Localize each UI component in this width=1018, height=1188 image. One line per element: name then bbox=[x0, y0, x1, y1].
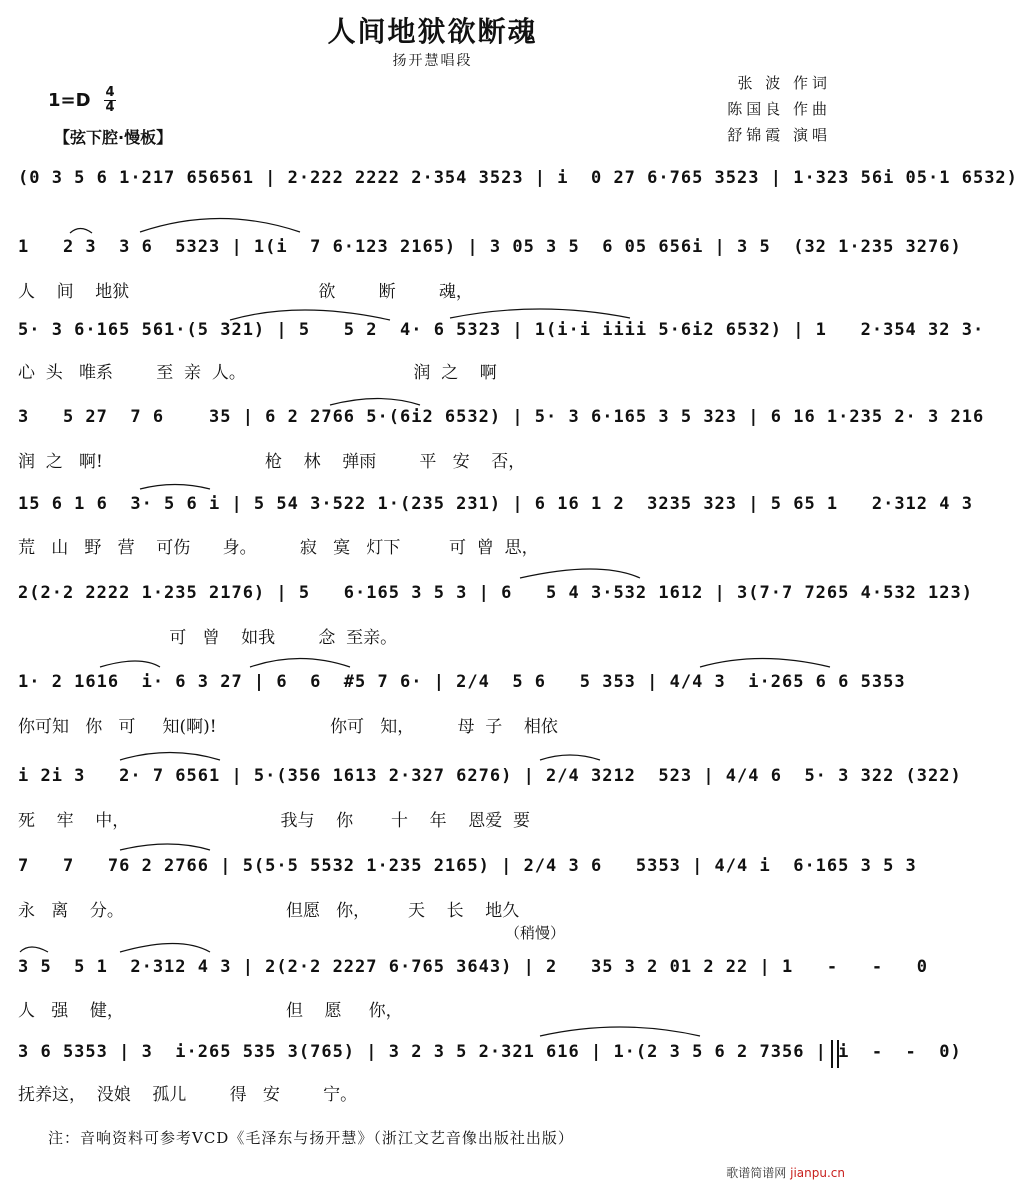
slur bbox=[330, 399, 420, 406]
slur bbox=[100, 661, 160, 667]
system-2-notes: 1 2 3 3 6 5323 | 1(i 7 6·123 2165) | 3 05 3 5 6 05 656i | 3 5 (32 1·235 3276) bbox=[18, 237, 962, 257]
credit-composer: 陈国良 作曲 bbox=[727, 100, 831, 118]
slur bbox=[250, 659, 350, 668]
system-5-notes: 15 6 1 6 3· 5 6 i | 5 54 3·522 1·(235 231) | 6 16 1 2 3235 323 | 5 65 1 2·312 4 3 bbox=[18, 494, 973, 514]
system-8-notes: i 2i 3 2· 7 6561 | 5·(356 1613 2·327 6276) | 2/4 3212 523 | 4/4 6 5· 3 322 (322) bbox=[18, 766, 962, 786]
watermark-url: jianpu.cn bbox=[790, 1166, 845, 1180]
meter-top: 4 bbox=[105, 85, 115, 100]
slur bbox=[520, 569, 640, 578]
system-9-lyrics: 永 离 分。 但愿 你， 天 长 地久 bbox=[18, 901, 520, 921]
meter-bottom: 4 bbox=[105, 100, 115, 115]
tempo-hint-slow: （稍慢） bbox=[505, 924, 566, 942]
system-11-notes: 3 6 5353 | 3 i·265 535 3(765) | 3 2 3 5 2·321 616 | 1·(2 3 5 6 2 7356 | i - - 0) bbox=[18, 1042, 962, 1062]
slur bbox=[120, 944, 210, 953]
credit-lyricist: 张 波 作词 bbox=[737, 74, 831, 92]
system-11-lyrics: 抚养这， 没娘 孤儿 得 安 宁。 bbox=[18, 1085, 358, 1105]
system-3-lyrics: 心 头 唯系 至 亲 人。 润 之 啊 bbox=[18, 363, 497, 383]
slur bbox=[230, 310, 390, 320]
system-9-notes: 7 7 76 2 2766 | 5(5·5 5532 1·235 2165) | 2/4 3 6 5353 | 4/4 i 6·165 3 5 3 bbox=[18, 856, 917, 876]
slur bbox=[540, 1027, 700, 1036]
system-4-lyrics: 润 之 啊! 枪 林 弹雨 平 安 否， bbox=[18, 452, 526, 472]
slur bbox=[20, 947, 48, 952]
system-5-lyrics: 荒 山 野 营 可伤 身。 寂 寞 灯下 可 曾 思， bbox=[18, 538, 539, 558]
watermark-site: 歌谱简谱网 bbox=[726, 1166, 787, 1180]
slur bbox=[700, 659, 830, 668]
system-10-lyrics: 人 强 健， 但 愿 你， bbox=[18, 1001, 403, 1021]
system-1-notes: (0 3 5 6 1·217 656561 | 2·222 2222 2·354 3523 | i 0 27 6·765 3523 | 1·323 56i 05·1 6532) bbox=[18, 168, 1018, 188]
slur bbox=[70, 229, 92, 234]
system-7-notes: 1· 2 1616 i· 6 3 27 | 6 6 #5 7 6· | 2/4 5 6 5 353 | 4/4 3 i·265 6 6 5353 bbox=[18, 672, 906, 692]
system-10-notes: 3 5 5 1 2·312 4 3 | 2(2·2 2227 6·765 3643) | 2 35 3 2 01 2 22 | 1 - - 0 bbox=[18, 957, 929, 977]
slur bbox=[450, 309, 630, 318]
slur bbox=[140, 219, 300, 233]
system-2-lyrics: 人 间 地狱 欲 断 魂， bbox=[18, 282, 473, 302]
song-title: 人间地狱欲断魂 bbox=[327, 15, 538, 48]
song-subtitle: 扬开慧唱段 bbox=[392, 53, 473, 69]
slur bbox=[140, 485, 210, 490]
slur bbox=[120, 753, 220, 761]
system-7-lyrics: 你可知 你 可 知(啊)! 你可 知， 母 子 相依 bbox=[18, 717, 558, 737]
tempo-marking: 【弦下腔·慢板】 bbox=[54, 128, 173, 147]
system-8-lyrics: 死 牢 中， 我与 你 十 年 恩爱 要 bbox=[18, 811, 531, 831]
system-6-notes: 2(2·2 2222 1·235 2176) | 5 6·165 3 5 3 | 6 5 4 3·532 1612 | 3(7·7 7265 4·532 123) bbox=[18, 583, 973, 603]
slur bbox=[120, 844, 210, 850]
footnote: 注：音响资料可参考VCD《毛泽东与扬开慧》（浙江文艺音像出版社出版） bbox=[48, 1129, 574, 1147]
credit-singer: 舒锦霞 演唱 bbox=[727, 126, 831, 144]
slur bbox=[540, 755, 600, 760]
watermark bbox=[726, 1164, 845, 1181]
system-3-notes: 5· 3 6·165 561·(5 321) | 5 5 2 4· 6 5323 | 1(i·i iiii 5·6i2 6532) | 1 2·354 32 3· bbox=[18, 320, 985, 340]
system-6-lyrics: 可 曾 如我 念 至亲。 bbox=[18, 628, 398, 648]
system-4-notes: 3 5 27 7 6 35 | 6 2 2766 5·(6i2 6532) | 5· 3 6·165 3 5 323 | 6 16 1·235 2· 3 216 bbox=[18, 407, 985, 427]
key-signature: 1=D bbox=[48, 90, 91, 111]
